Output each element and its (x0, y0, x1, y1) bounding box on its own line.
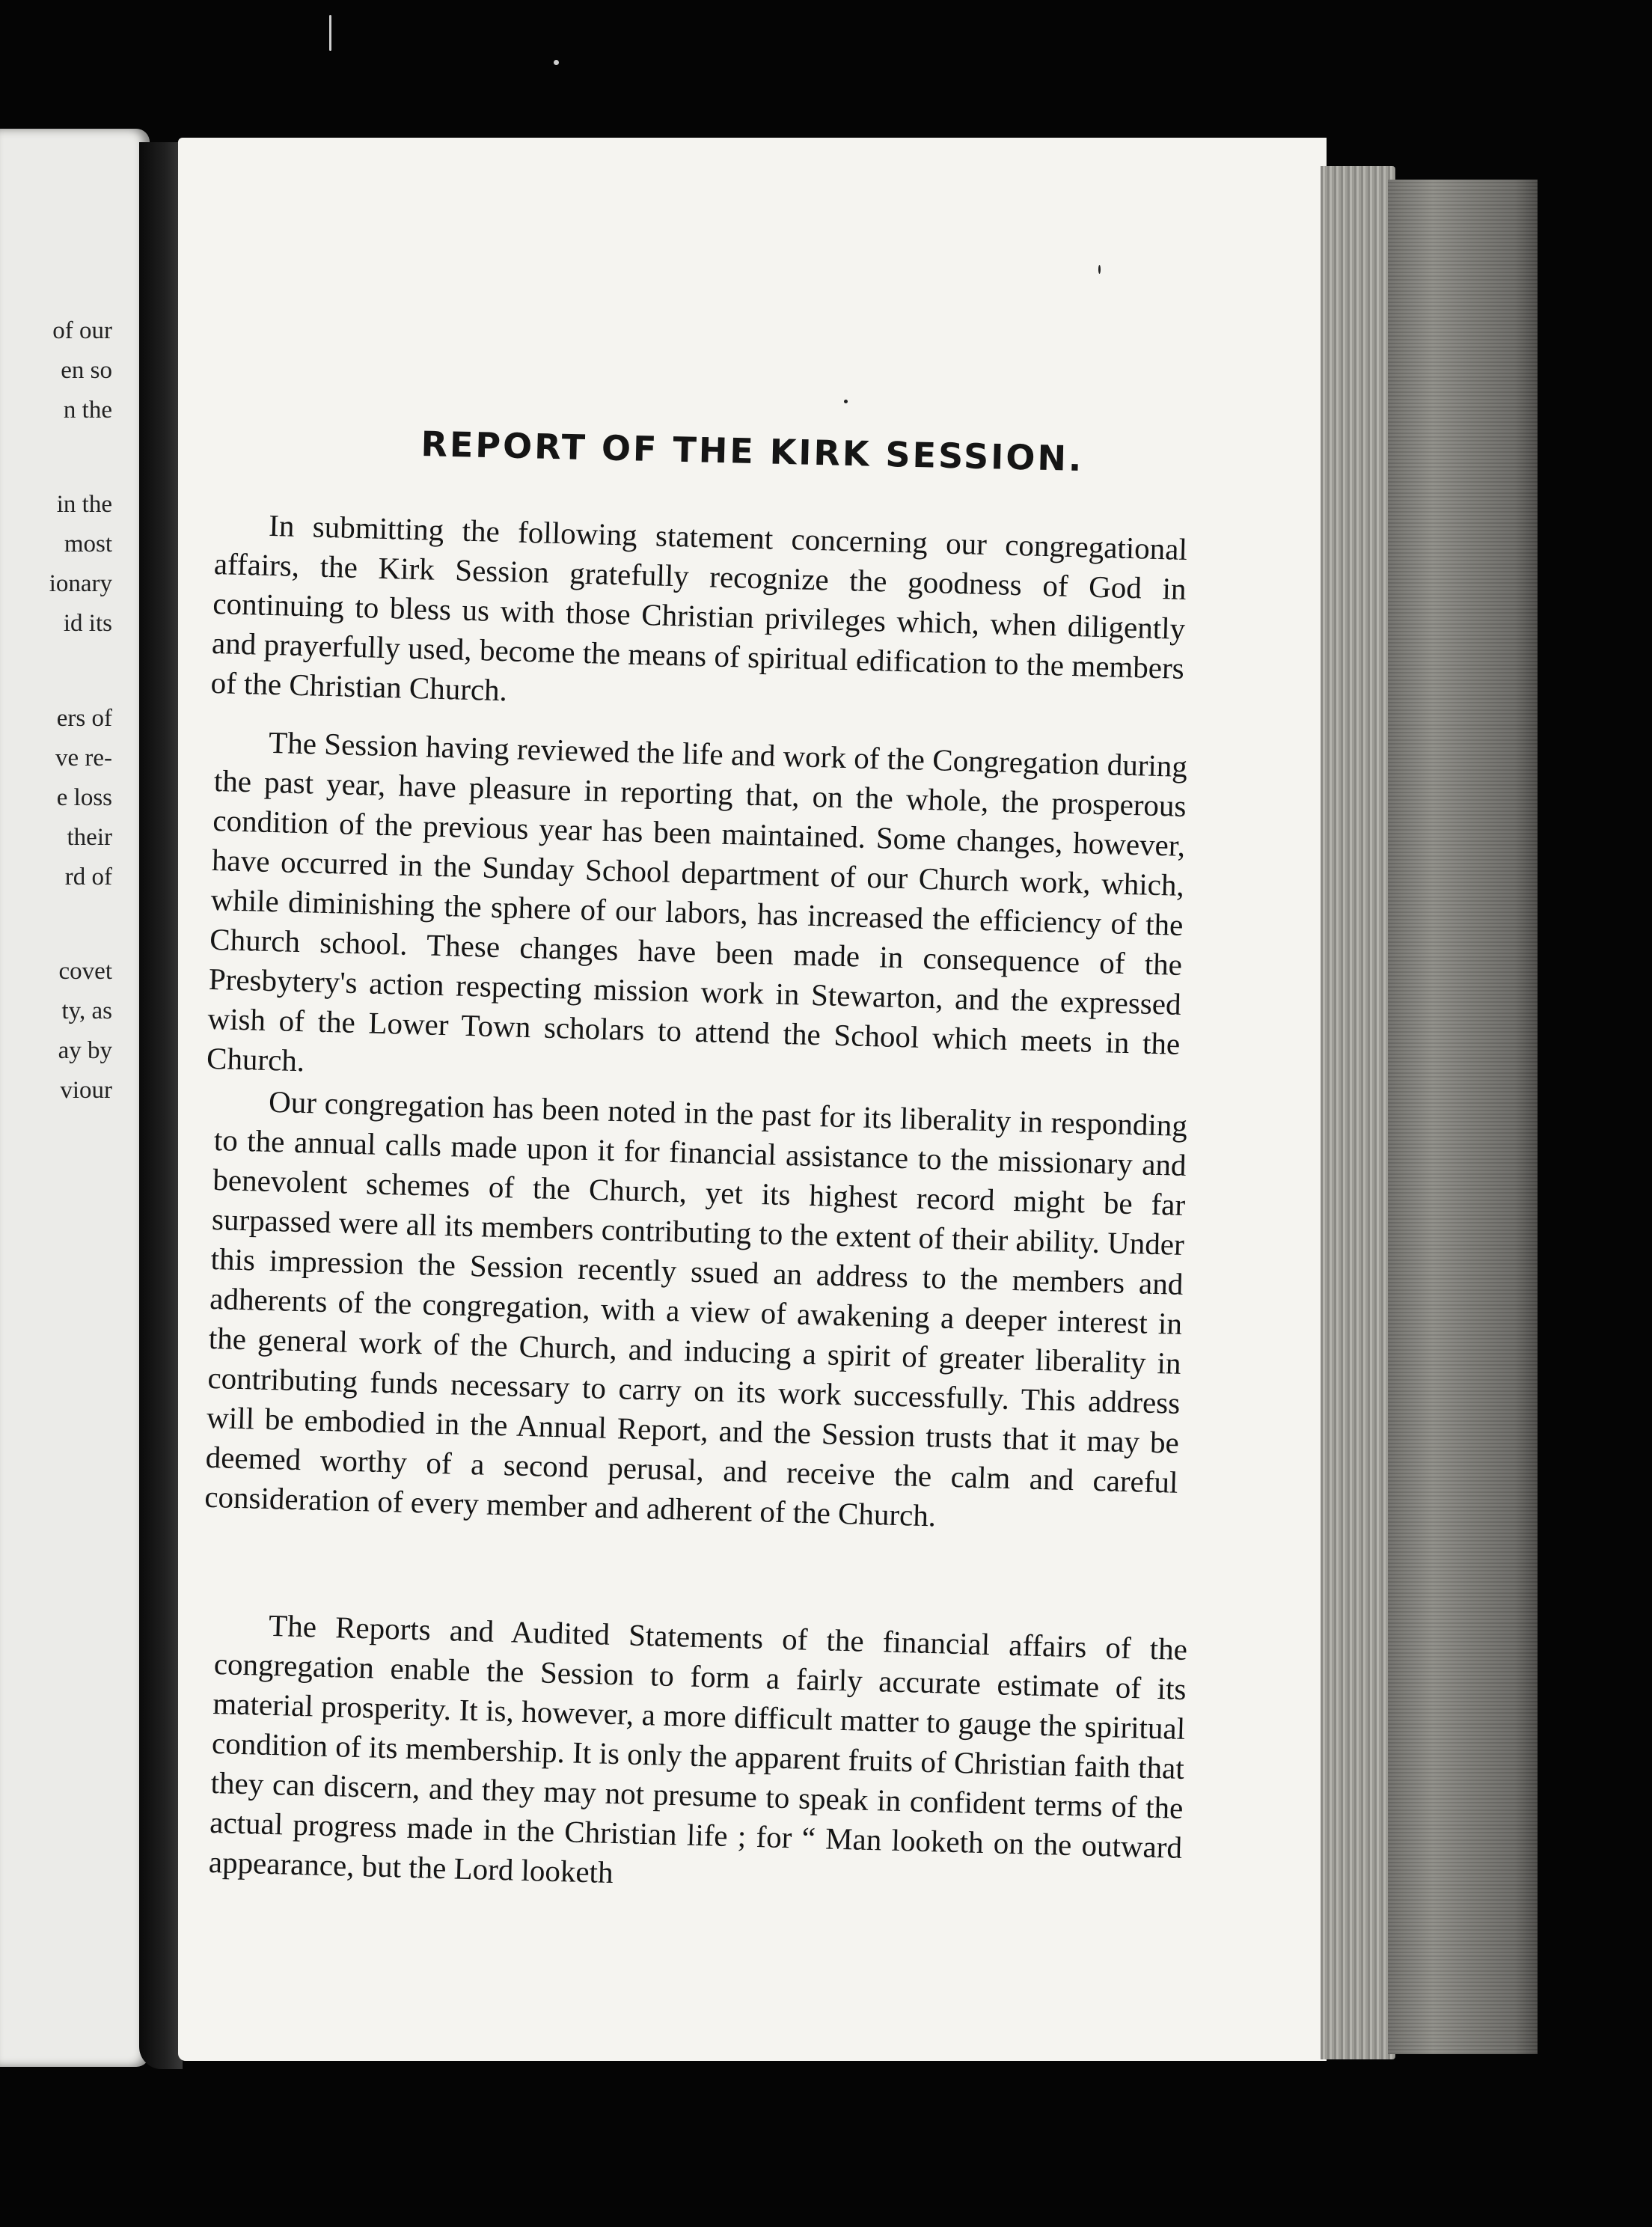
left-page-fragment: ers of (56, 705, 112, 732)
page-block-edge (1388, 180, 1538, 2054)
left-page-fragment: ionary (49, 570, 112, 597)
left-page-fragment: rd of (64, 864, 112, 891)
left-page-fragment: en so (61, 357, 112, 384)
report-paragraph: The Reports and Audited Statements of the financial affairs of the congregation enable the Session to form a fairly accurate estimate of its material prosperity. It is, however, a more difficult matter to gauge the spiritual condition of its membership. It is only the apparent fruits of Christian faith that they can discern, and they may not presume to speak in confident terms of the actual progress made in the Christian life ; for “ Man looketh on the outward appearance, but the Lord looketh (208, 1607, 1188, 1890)
left-page-fragment: ty, as (61, 998, 112, 1024)
left-page-fragment: in the (56, 491, 112, 518)
left-page-fragment: ve re- (55, 745, 112, 772)
page-edges (1321, 166, 1395, 2059)
left-page-fragment: of our (52, 317, 112, 344)
left-page-fragment: n the (63, 397, 112, 424)
left-page (0, 129, 150, 2067)
right-page (178, 138, 1327, 2061)
ink-speck (844, 400, 848, 403)
report-paragraph: Our congregation has been noted in the past for its liberality in responding to the annual calls made upon it for financial assistance to the missionary and benevolent schemes of the Church, yet its highest record might be far surpassed were all its members contributing to the extent of their ability. Under this impression the Session recently ssued an address to the members and adherents of the congregation, with a view of awakening a deeper interest in the general work of the Church, and inducing a spirit of greater liberality in contributing funds necessary to carry on its work successfully. This address will be embodied in the Annual Report, and the Session trusts that it may be deemed worthy of a second perusal, and receive the calm and careful consideration of every member and adherent of the Church. (204, 1084, 1188, 1533)
left-page-fragment: most (64, 531, 112, 557)
report-paragraph: The Session having reviewed the life and work of the Congregation during the past year, have pleasure in reporting that, on the whole, the prosperous condition of the previous year has been maintained. Some changes, however, have occurred in the Sunday School department of our Church work, which, while diminishing the sphere of our labors, has increased the efficiency of the Church school. These changes have been made in consequence of the Presbytery's action respecting mission work in Stewarton, and the expressed wish of the Lower Town scholars to attend the School which meets in the Church. (206, 724, 1188, 1078)
film-speck (554, 60, 559, 65)
report-paragraph: In submitting the following statement concerning our congregational affairs, the Kirk Session gratefully recognize the goodness of God in continuing to bless us with those Christian privileges which, when diligently and prayerfully used, become the means of spiritual edification to the members of the Christian Church. (210, 507, 1188, 708)
left-page-fragment: id its (63, 610, 112, 637)
left-page-fragment: ay by (58, 1037, 112, 1064)
page-title: REPORT OF THE KIRK SESSION. (420, 423, 1085, 480)
ink-speck (1098, 265, 1101, 274)
left-page-fragment: covet (58, 958, 112, 985)
left-page-fragment: e loss (56, 784, 112, 811)
left-page-fragment: their (67, 824, 112, 851)
book-gutter (139, 142, 183, 2069)
left-page-fragment: viour (60, 1077, 112, 1104)
film-speck (329, 15, 331, 51)
